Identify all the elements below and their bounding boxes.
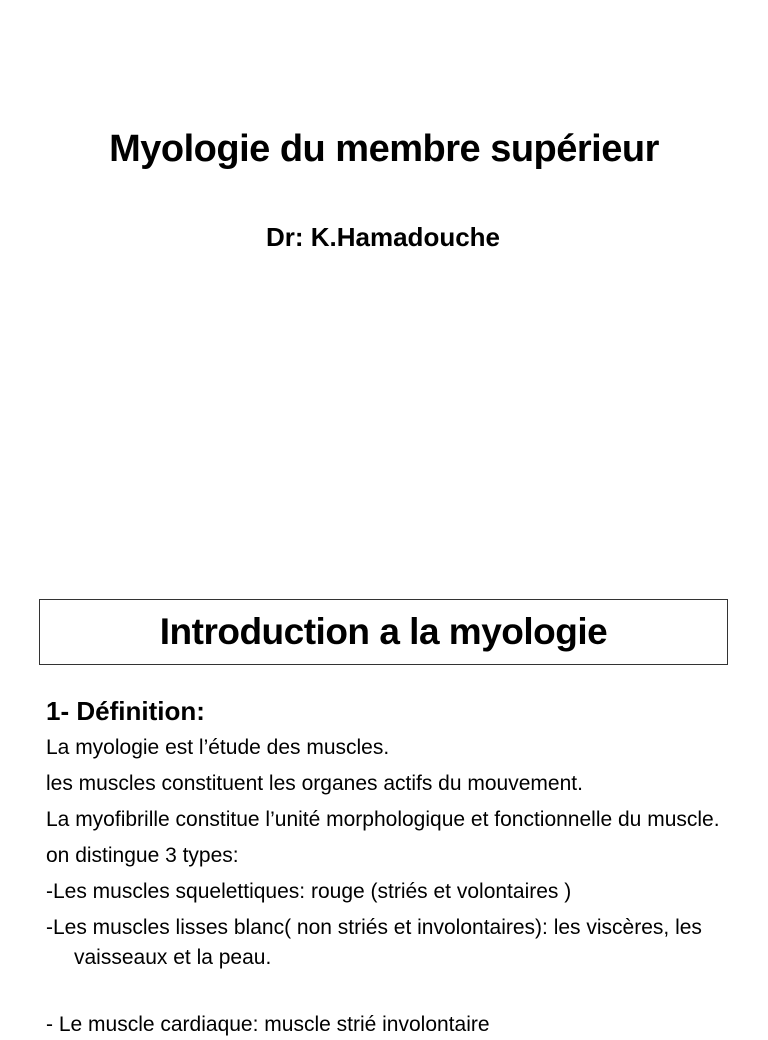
definition-heading: 1- Définition:	[46, 696, 205, 726]
clipped-paragraph: - Le muscle cardiaque: muscle strié involontaire	[46, 1013, 490, 1036]
slide-title: Myologie du membre supérieur	[109, 128, 659, 170]
paragraph: -Les muscles squelettiques: rouge (striés et volontaires )	[46, 880, 572, 903]
slide-content	[46, 693, 746, 979]
paragraph: La myologie est l’étude des muscles.	[46, 736, 390, 759]
paragraph: les muscles constituent les organes actifs du mouvement.	[46, 772, 583, 795]
paragraph: on distingue 3 types:	[46, 844, 239, 867]
section-title-box	[39, 599, 728, 665]
section-title: Introduction a la myologie	[159, 611, 608, 652]
paragraph: -Les muscles lisses blanc( non striés et involontaires): les viscères, les vaisseaux et la peau.	[46, 916, 702, 969]
slide-author: Dr: K.Hamadouche	[265, 222, 501, 252]
paragraph: La myofibrille constitue l’unité morphologique et fonctionnelle du muscle.	[46, 808, 720, 831]
